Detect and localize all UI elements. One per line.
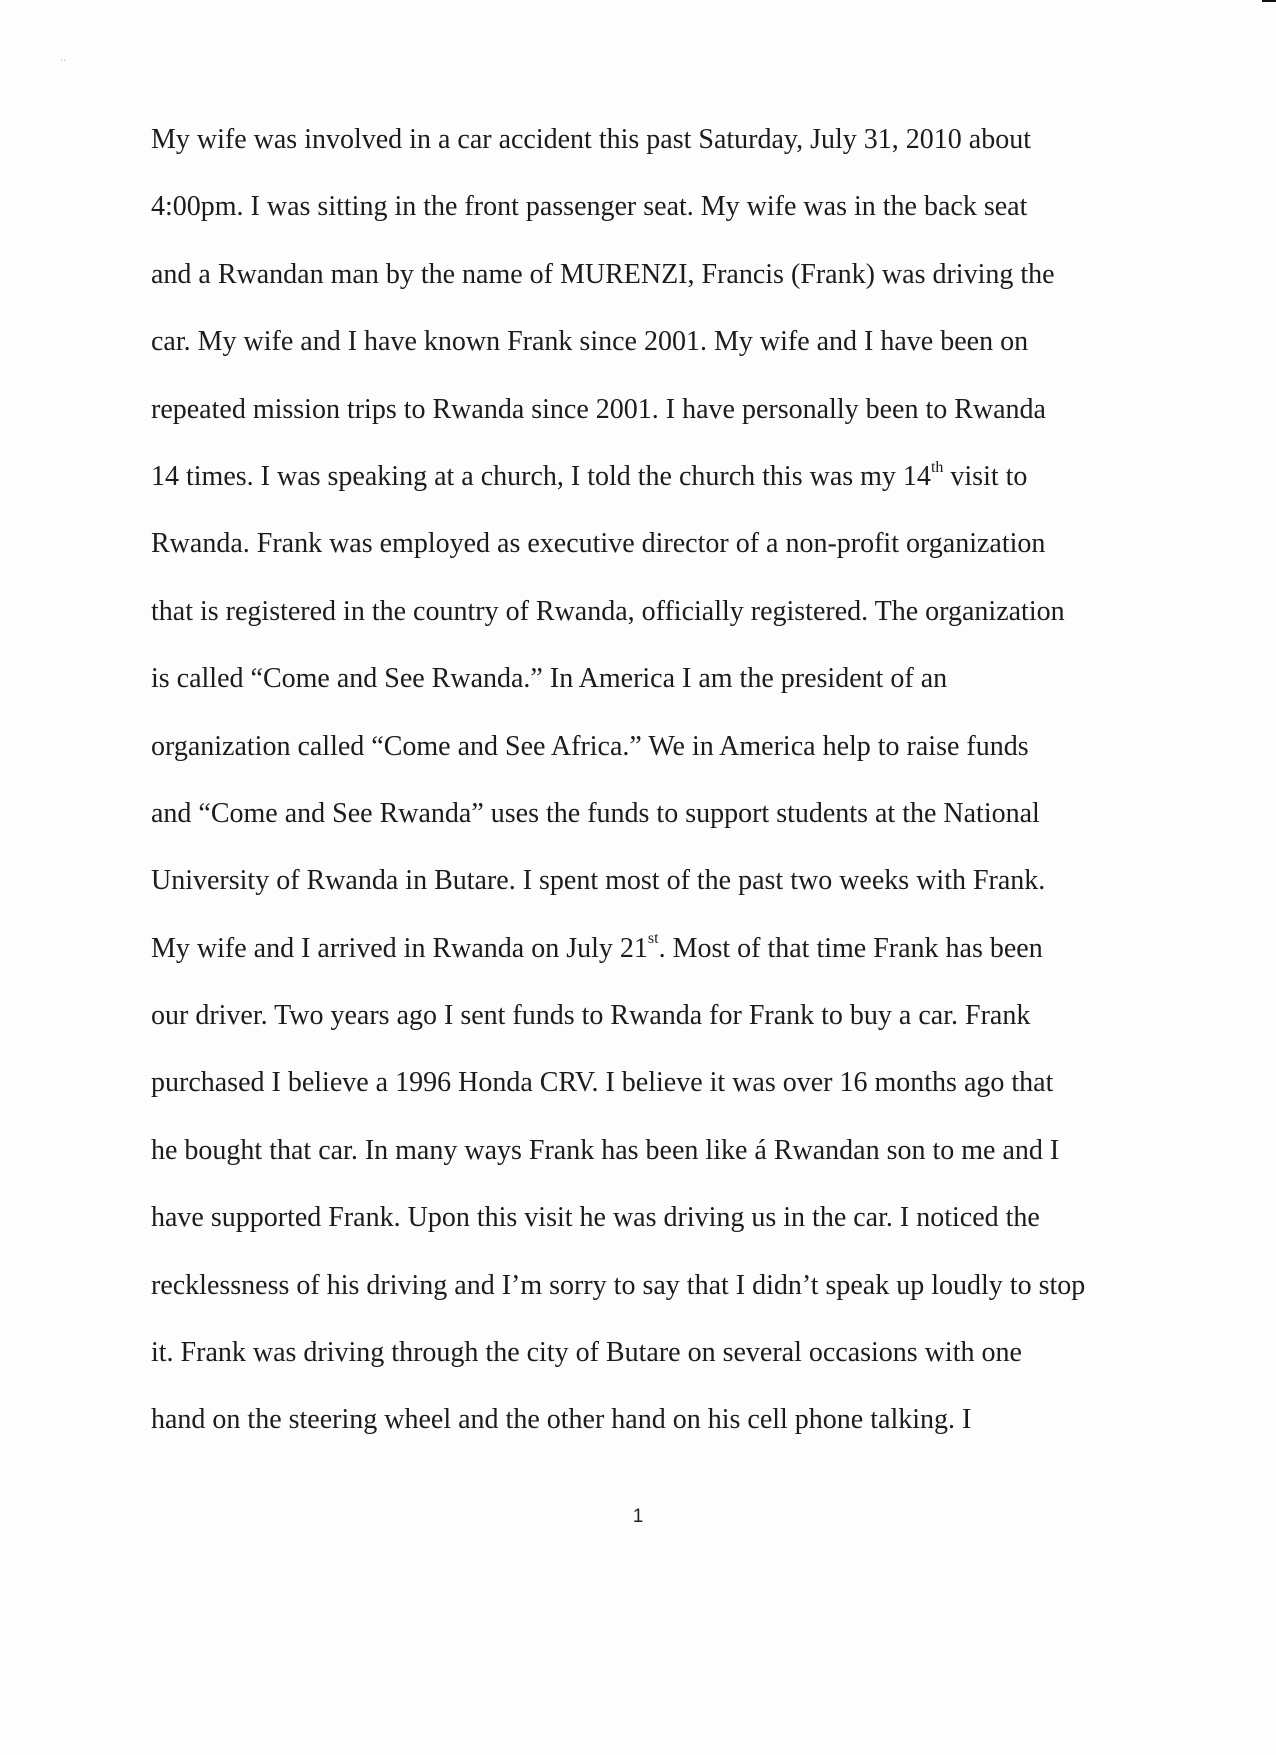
text-line: purchased I believe a 1996 Honda CRV. I believe it was over 16 months ago that [151,1067,1054,1099]
text-line: University of Rwanda in Butare. I spent most of the past two weeks with Frank. [151,865,1046,897]
text-line [151,457,1151,524]
text-line: have supported Frank. Upon this visit he was driving us in the car. I noticed the [151,1202,1040,1234]
text-line: organization called “Come and See Africa.” We in America help to raise funds [151,730,1029,762]
superscript-ordinal: st [647,930,659,948]
text-line: car. My wife and I have known Frank since 2001. My wife and I have been on [151,326,1029,358]
text-line: Rwanda. Frank was employed as executive director of a non-profit organization [151,528,1046,560]
text-line: is called “Come and See Rwanda.” In America I am the president of an [151,663,948,695]
text-line: repeated mission trips to Rwanda since 2001. I have personally been to Rwanda [151,393,1046,425]
scan-edge-mark [1262,0,1276,2]
text-line [151,929,1151,996]
text-line: and “Come and See Rwanda” uses the funds to support students at the National [151,797,1040,829]
text-segment: . Most of that time Frank has been [658,932,1043,964]
text-line: it. Frank was driving through the city of Butare on several occasions with one [151,1337,1022,1369]
superscript-ordinal: th [930,458,944,476]
text-line: that is registered in the country of Rwanda, officially registered. The organization [151,595,1065,627]
text-line: recklessness of his driving and I’m sorry to say that I didn’t speak up loudly to stop [151,1269,1086,1301]
text-segment: My wife and I arrived in Rwanda on July 21 [151,932,648,964]
scan-speck: ·· [60,56,67,67]
text-line: My wife was involved in a car accident this past Saturday, July 31, 2010 about [151,124,1031,155]
text-line: 4:00pm. I was sitting in the front passenger seat. My wife was in the back seat [151,191,1028,223]
text-segment: 14 times. I was speaking at a church, I told the church this was my 14 [151,460,931,492]
document-body [151,120,1151,1468]
text-line: and a Rwandan man by the name of MURENZI, Francis (Frank) was driving the [151,258,1055,290]
text-line: he bought that car. In many ways Frank has been like á Rwandan son to me and I [151,1134,1060,1166]
text-line: hand on the steering wheel and the other hand on his cell phone talking. I [151,1404,972,1436]
text-segment: visit to [943,460,1028,492]
page-number: 1 [632,1506,644,1527]
text-line: our driver. Two years ago I sent funds to Rwanda for Frank to buy a car. Frank [151,1000,1031,1032]
